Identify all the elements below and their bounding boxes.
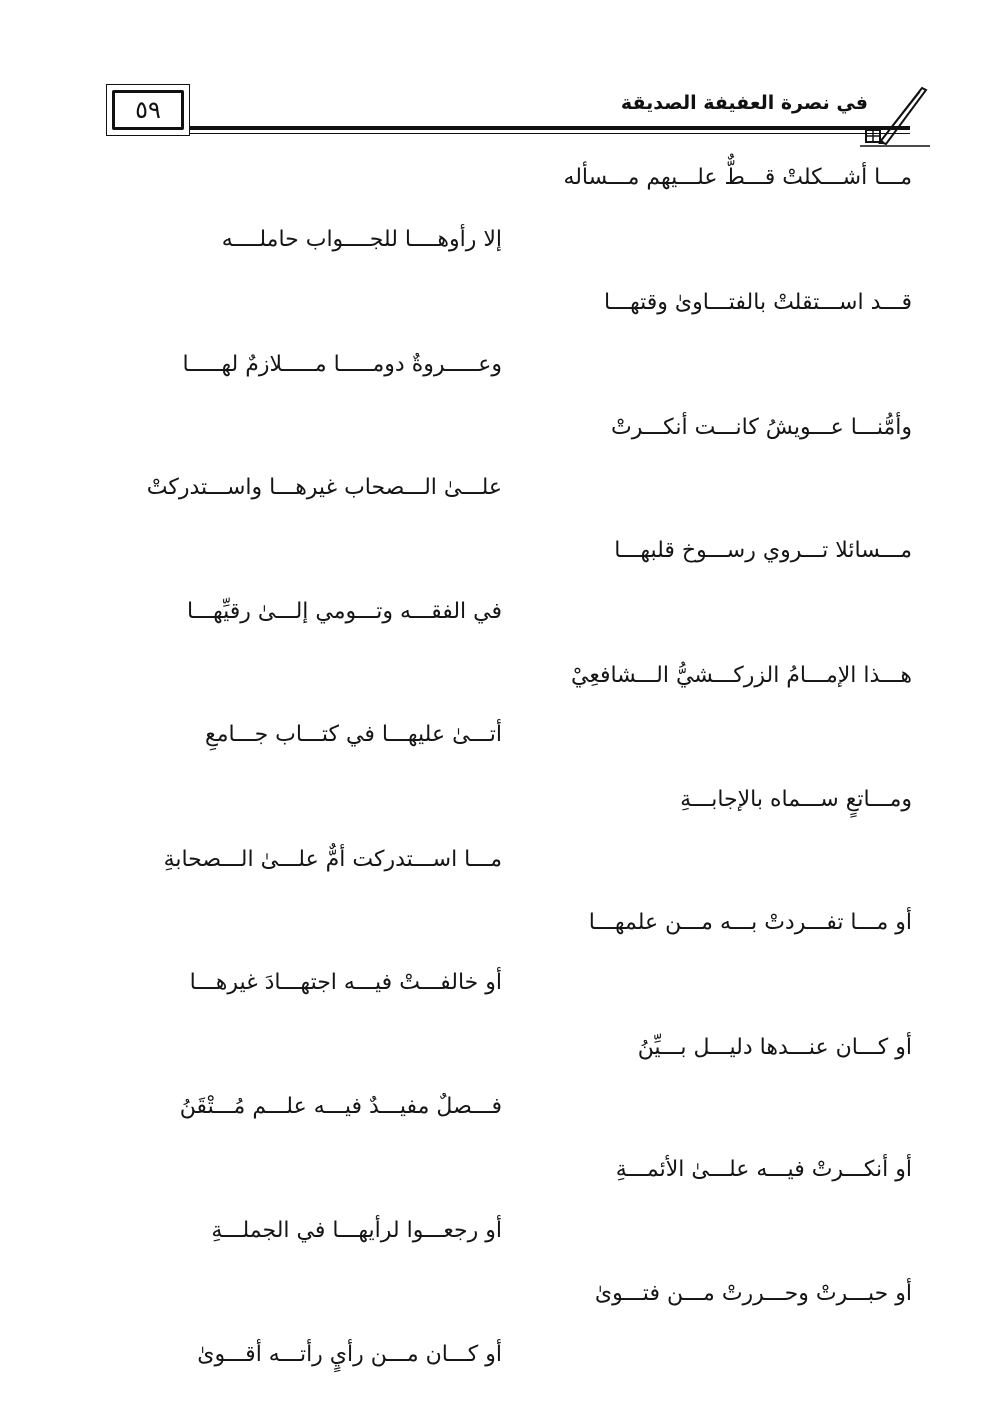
- verse-line: أتـــىٰ عليهـــا في كتـــاب جـــامعِ: [205, 722, 502, 747]
- verse-line: أو رجعـــوا لرأيهـــا في الجملـــةِ: [211, 1218, 502, 1243]
- verse-line: مـــا اســـتدركت أمٌّ علـــىٰ الـــصحابةِ: [163, 847, 502, 872]
- verse-line: مـــسائلا تـــروي رســـوخ قلبهـــا: [614, 538, 912, 563]
- verse-line: وعـــــروةٌ دومـــــا مـــــلازمٌ لهـــــا: [182, 352, 502, 377]
- page-number: ٥٩: [112, 90, 184, 130]
- verse-line: أو حبـــرتْ وحـــررتْ مـــن فتـــوىٰ: [594, 1281, 912, 1306]
- verse-line: أو مـــا تفـــردتْ بـــه مـــن علمهـــا: [588, 910, 912, 935]
- verse-line: أو أنكـــرتْ فيـــه علـــىٰ الأئمـــةِ: [615, 1157, 912, 1182]
- verse-line: أو كـــان مـــن رأيٍ رأتـــه أقـــوىٰ: [197, 1342, 502, 1367]
- verse-line: وأمُّنـــا عـــويشُ كانـــت أنكـــرتْ: [611, 415, 912, 440]
- book-title: في نصرة العفيفة الصديقة: [620, 92, 868, 114]
- verse-line: هـــذا الإمـــامُ الزركـــشيُّ الـــشافعِيْ: [571, 663, 912, 688]
- verse-line: قـــد اســـتقلتْ بالفتـــاوىٰ وقتهـــا: [603, 290, 912, 315]
- verse-line: أو كـــان عنـــدها دليـــل بـــيِّنُ: [637, 1035, 912, 1060]
- verse-line: مـــا أشـــكلتْ قـــطٌّ علـــيهم مـــسأله: [563, 165, 912, 190]
- verse-line: إلا رأوهــــا للجــــواب حاملــــه: [221, 227, 502, 252]
- verse-line: علـــىٰ الـــصحاب غيرهـــا واســـتدركتْ: [146, 475, 502, 500]
- verse-line: فـــصلٌ مفيـــدٌ فيـــه علـــم مُـــتْقَنُ: [179, 1094, 502, 1119]
- verse-line: ومـــاتعٍ ســـماه بالإجابـــةِ: [680, 787, 912, 812]
- verse-line: في الفقـــه وتـــومي إلـــىٰ رقيِّهـــا: [186, 599, 502, 624]
- verse-line: أو خالفـــتْ فيـــه اجتهـــادَ غيرهـــا: [189, 970, 502, 995]
